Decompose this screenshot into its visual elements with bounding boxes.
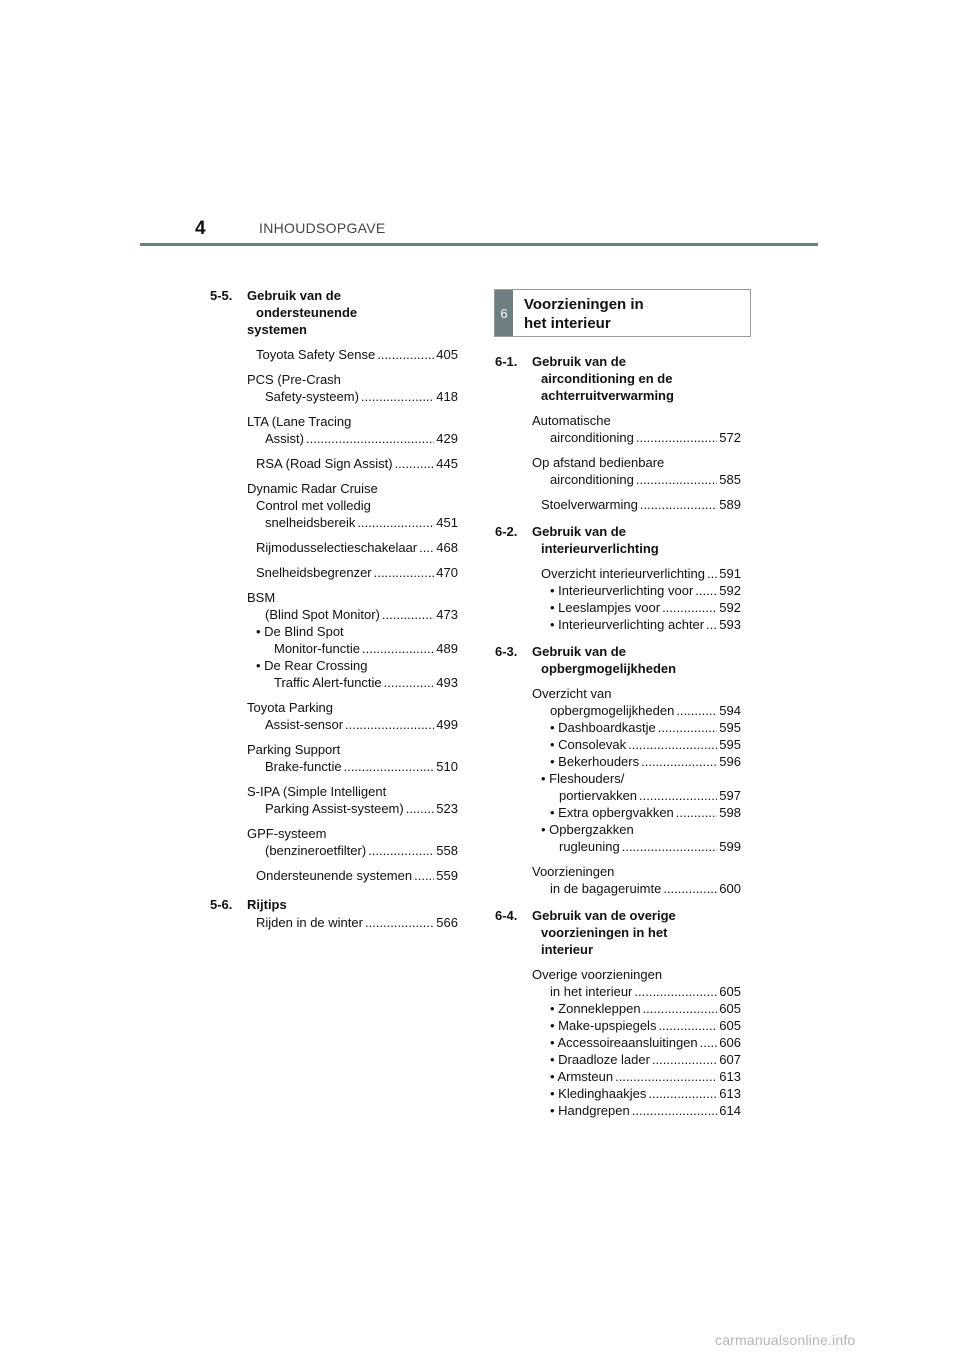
entry-page: 429 (436, 431, 458, 446)
section-number: 5-6. (210, 897, 233, 912)
toc-subentry[interactable] (550, 1017, 741, 1034)
toc-entry[interactable] (247, 346, 458, 363)
toc-subentry[interactable] (550, 1034, 741, 1051)
entry-page: 418 (436, 389, 458, 404)
subentry-page: 614 (719, 1103, 741, 1118)
subentry-label: Monitor-functie (274, 641, 360, 656)
entry-page: 451 (436, 515, 458, 530)
section-number: 6-4. (495, 908, 518, 923)
entry-label: BSM (247, 590, 276, 605)
toc-subentry[interactable] (550, 1102, 741, 1119)
subentry-page: 599 (719, 839, 741, 854)
section-title-line: interieurverlichting (541, 541, 659, 556)
toc-subentry[interactable] (550, 1051, 741, 1068)
subentry-label: • Make-upspiegels (550, 1018, 657, 1033)
chapter-title-line: het interieur (524, 315, 611, 332)
toc-subentry[interactable] (256, 623, 458, 657)
entry-page: 470 (436, 565, 458, 580)
toc-entry[interactable] (247, 413, 458, 447)
section-title (532, 523, 741, 557)
entry-page: 559 (436, 868, 458, 883)
subentry-label: rugleuning (559, 839, 620, 854)
subentry-label: • De Blind Spot (256, 624, 344, 639)
entry-label: in het interieur (550, 984, 633, 999)
entry-page: 591 (719, 566, 741, 581)
entry-page: 468 (436, 540, 458, 555)
toc-subentry[interactable] (550, 736, 741, 753)
subentry-page: 606 (719, 1035, 741, 1050)
subentry-label: • Accessoireaansluitingen (550, 1035, 698, 1050)
subentry-label: • Consolevak (550, 737, 627, 752)
entry-label: Rijden in de winter (256, 915, 363, 930)
toc-section-6-3 (495, 643, 741, 897)
toc-subentry[interactable] (550, 1000, 741, 1017)
toc-entry[interactable] (247, 741, 458, 775)
section-title (247, 287, 458, 338)
subentry-label: • Bekerhouders (550, 754, 640, 769)
toc-subentry[interactable] (541, 770, 741, 804)
toc-entry[interactable] (532, 685, 741, 855)
entry-label: Snelheidsbegrenzer (256, 565, 372, 580)
subentry-page: 493 (436, 675, 458, 690)
toc-entry[interactable] (247, 539, 458, 556)
toc-entry[interactable] (247, 371, 458, 405)
subentry-page: 597 (719, 788, 741, 803)
entry-label: PCS (Pre-Crash (247, 372, 341, 387)
entry-label: Stoelverwarming (541, 497, 638, 512)
toc-entry[interactable] (247, 699, 458, 733)
subentry-page: 489 (436, 641, 458, 656)
subentry-page: 595 (719, 720, 741, 735)
subentry-page: 605 (719, 1018, 741, 1033)
subentry-label: • Interieurverlichting achter (550, 617, 705, 632)
entry-label: Overzicht van (532, 686, 612, 701)
toc-subentry[interactable] (550, 804, 741, 821)
toc-entry[interactable] (247, 825, 458, 859)
entry-label: snelheidsbereik (265, 515, 356, 530)
subentry-label: • Dashboardkastje (550, 720, 656, 735)
entry-label: Control met volledig (256, 498, 371, 513)
subentry-page: 607 (719, 1052, 741, 1067)
toc-entry[interactable] (532, 412, 741, 446)
section-title-line: systemen (247, 322, 307, 337)
entry-label: Parking Support (247, 742, 341, 757)
toc-entry[interactable] (532, 863, 741, 897)
page-number: 4 (195, 218, 206, 239)
subentry-label: • Zonnekleppen (550, 1001, 641, 1016)
entry-page: 558 (436, 843, 458, 858)
section-title-line: Gebruik van de (532, 524, 626, 539)
subentry-page: 613 (719, 1086, 741, 1101)
section-title-line: Gebruik van de (247, 288, 341, 303)
toc-section-6-4 (495, 907, 741, 1119)
watermark-text: carmanualsonline.info (715, 1332, 856, 1348)
entry-page: 499 (436, 717, 458, 732)
chapter-title-line: Voorzieningen in (524, 296, 644, 313)
toc-subentry[interactable] (550, 1068, 741, 1085)
entry-page: 594 (719, 703, 741, 718)
entry-label: Automatische (532, 413, 611, 428)
subentry-page: 593 (719, 617, 741, 632)
toc-left-column (210, 287, 458, 941)
entry-label: airconditioning (550, 472, 634, 487)
section-title (532, 643, 741, 677)
entry-label: (Blind Spot Monitor) (265, 607, 380, 622)
entry-label: Parking Assist-systeem) (265, 801, 404, 816)
subentry-label: • Extra opbergvakken (550, 805, 674, 820)
entry-page: 572 (719, 430, 741, 445)
toc-entry[interactable] (532, 496, 741, 513)
section-title (532, 353, 741, 404)
subentry-page: 613 (719, 1069, 741, 1084)
toc-subentry[interactable] (550, 582, 741, 599)
entry-label: Overige voorzieningen (532, 967, 663, 982)
subentry-page: 598 (719, 805, 741, 820)
entry-page: 473 (436, 607, 458, 622)
entry-label: Assist) (265, 431, 304, 446)
section-number: 6-3. (495, 644, 518, 659)
entry-label: Rijmodusselectieschakelaar (256, 540, 418, 555)
section-title-line: Gebruik van de overige (532, 908, 676, 923)
entry-label: Op afstand bedienbare (532, 455, 665, 470)
subentry-label: • Armsteun (550, 1069, 614, 1084)
section-title-line: achterruitverwarming (541, 388, 674, 403)
entry-label: LTA (Lane Tracing (247, 414, 352, 429)
header-rule (140, 243, 818, 246)
toc-right-column (495, 353, 741, 1129)
entry-label: Overzicht interieurverlichting (541, 566, 706, 581)
section-title-line: voorzieningen in het (541, 925, 668, 940)
entry-page: 585 (719, 472, 741, 487)
section-title-line: ondersteunende (256, 305, 358, 320)
toc-section-5-6 (210, 896, 458, 931)
section-title-line: Gebruik van de (532, 354, 626, 369)
chapter-number-tab: 6 (495, 290, 513, 336)
toc-subentry[interactable] (550, 753, 741, 770)
subentry-page: 596 (719, 754, 741, 769)
toc-subentry[interactable] (256, 657, 458, 691)
entry-label: Assist-sensor (265, 717, 344, 732)
subentry-page: 592 (719, 583, 741, 598)
toc-entry[interactable] (247, 914, 458, 931)
subentry-label: • Interieurverlichting voor (550, 583, 694, 598)
subentry-page: 605 (719, 1001, 741, 1016)
entry-page: 600 (719, 881, 741, 896)
entry-label: Toyota Safety Sense (256, 347, 376, 362)
entry-label: S-IPA (Simple Intelligent (247, 784, 387, 799)
subentry-label: • Draadloze lader (550, 1052, 650, 1067)
toc-entry[interactable] (247, 867, 458, 884)
entry-label: opbergmogelijkheden (550, 703, 675, 718)
section-title (532, 907, 741, 958)
subentry-page: 592 (719, 600, 741, 615)
entry-page: 405 (436, 347, 458, 362)
section-number: 6-2. (495, 524, 518, 539)
section-number: 5-5. (210, 288, 233, 303)
toc-entry[interactable] (247, 455, 458, 472)
chapter-heading-box (494, 289, 751, 337)
subentry-label: • Kledinghaakjes (550, 1086, 647, 1101)
toc-entry[interactable] (247, 589, 458, 691)
section-title-line: opbergmogelijkheden (541, 661, 677, 676)
toc-subentry[interactable] (550, 719, 741, 736)
subentry-label: • Fleshouders/ (541, 771, 625, 786)
section-number: 6-1. (495, 354, 518, 369)
toc-subentry[interactable] (550, 599, 741, 616)
chapter-title (524, 295, 744, 333)
subentry-label: • Opbergzakken (541, 822, 634, 837)
toc-entry[interactable] (532, 454, 741, 488)
entry-page: 523 (436, 801, 458, 816)
toc-entry[interactable] (247, 564, 458, 581)
entry-page: 605 (719, 984, 741, 999)
toc-entry[interactable] (532, 565, 741, 633)
section-title-line: interieur (541, 942, 594, 957)
entry-label: Safety-systeem) (265, 389, 359, 404)
entry-page: 445 (436, 456, 458, 471)
entry-label: GPF-systeem (247, 826, 327, 841)
subentry-label: portiervakken (559, 788, 638, 803)
toc-subentry[interactable] (550, 616, 741, 633)
toc-subentry[interactable] (550, 1085, 741, 1102)
section-title-line: Gebruik van de (532, 644, 626, 659)
toc-section-6-1 (495, 353, 741, 513)
subentry-label: • De Rear Crossing (256, 658, 368, 673)
section-title: Rijtips (247, 897, 287, 912)
entry-label: RSA (Road Sign Assist) (256, 456, 393, 471)
toc-section-6-2 (495, 523, 741, 633)
subentry-label: • Leeslampjes voor (550, 600, 661, 615)
entry-label: in de bagageruimte (550, 881, 662, 896)
toc-section-5-5 (210, 287, 458, 884)
entry-label: Brake-functie (265, 759, 342, 774)
toc-subentry[interactable] (541, 821, 741, 855)
subentry-label: • Handgrepen (550, 1103, 630, 1118)
entry-label: Ondersteunende systemen (256, 868, 413, 883)
entry-label: Toyota Parking (247, 700, 333, 715)
entry-page: 589 (719, 497, 741, 512)
toc-entry[interactable] (247, 783, 458, 817)
subentry-label: Traffic Alert-functie (274, 675, 382, 690)
entry-label: airconditioning (550, 430, 634, 445)
entry-label: Voorzieningen (532, 864, 615, 879)
page-header-title: INHOUDSOPGAVE (259, 220, 386, 236)
subentry-page: 595 (719, 737, 741, 752)
entry-page: 510 (436, 759, 458, 774)
section-title-line: airconditioning en de (541, 371, 673, 386)
entry-label: Dynamic Radar Cruise (247, 481, 378, 496)
toc-entry[interactable] (532, 966, 741, 1119)
entry-page: 566 (436, 915, 458, 930)
toc-entry[interactable] (247, 480, 458, 531)
entry-label: (benzineroetfilter) (265, 843, 367, 858)
